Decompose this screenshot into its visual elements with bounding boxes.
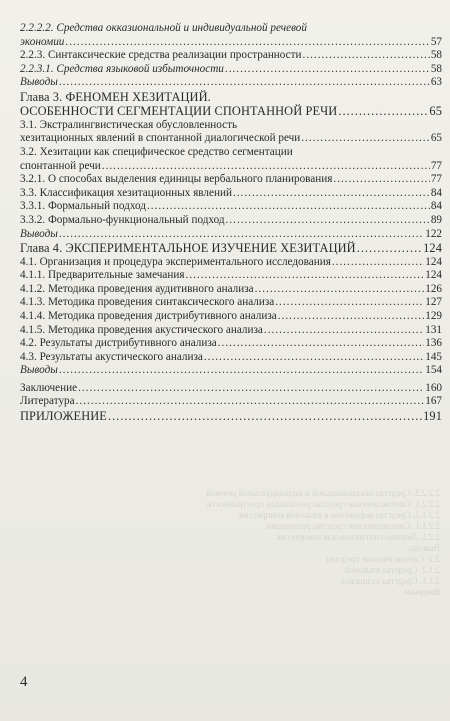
dot-leader — [218, 337, 424, 351]
toc-entry-title: Выводы — [20, 76, 58, 89]
toc-entry-title: 4.1.2. Методика проведения аудитивного анализа — [20, 282, 254, 295]
toc-entry-page: 89 — [430, 213, 442, 226]
dot-leader — [102, 160, 430, 174]
toc-entry-title: 4.1. Организация и процедура экспериментального исследования — [20, 255, 331, 268]
toc-entry-page: 122 — [425, 227, 442, 240]
toc-entry-title: Литература — [20, 395, 75, 408]
toc-entry[interactable] — [20, 351, 442, 365]
toc-entry[interactable] — [20, 395, 442, 409]
toc-entry[interactable] — [20, 409, 442, 423]
toc-entry-page: 57 — [430, 35, 442, 48]
dot-leader — [275, 296, 424, 310]
toc-entry-page: 129 — [425, 309, 442, 322]
toc-entry-page: 65 — [430, 132, 442, 145]
dot-leader — [303, 49, 430, 63]
dot-leader — [301, 132, 430, 146]
toc-entry[interactable] — [20, 324, 442, 338]
toc-entry-page: 65 — [429, 104, 442, 119]
toc-entry-page: 77 — [430, 173, 442, 186]
toc-entry[interactable] — [20, 214, 442, 228]
toc-entry-title: 4.2. Результаты дистрибутивного анализа — [20, 337, 217, 350]
toc-entry-title: 4.3. Результаты акустического анализа — [20, 350, 203, 363]
dot-leader — [278, 310, 424, 324]
toc-entry-title: 3.3.2. Формально-функциональный подход — [20, 213, 225, 226]
toc-entry-title: экономии — [20, 35, 65, 48]
toc-entry[interactable] — [20, 187, 442, 201]
toc-entry[interactable] — [20, 119, 442, 146]
toc-entry-title: 2.2.3. Синтаксические средства реализации пространности — [20, 49, 302, 62]
toc-entry-title: 4.1.1. Предварительные замечания — [20, 269, 185, 282]
dot-leader — [226, 214, 430, 228]
page-number: 4 — [20, 674, 28, 690]
toc-entry[interactable] — [20, 283, 442, 297]
toc-entry-page: 154 — [425, 364, 442, 377]
toc-entry[interactable] — [20, 173, 442, 187]
toc-entry[interactable] — [20, 90, 442, 119]
toc-entry-title-line1: Глава 3. ФЕНОМЕН ХЕЗИТАЦИЙ. — [20, 89, 211, 104]
toc-entry[interactable] — [20, 256, 442, 270]
dot-leader — [59, 228, 424, 242]
toc-entry-title: 3.3. Классификация хезитационных явлений — [20, 186, 232, 199]
toc-entry-title-line1: 3.2. Хезитации как специфическое средство сегментации — [20, 145, 293, 158]
dot-leader — [59, 76, 430, 90]
toc-entry[interactable] — [20, 269, 442, 283]
toc-entry[interactable] — [20, 63, 442, 77]
toc-entry-title: хезитационных явлений в спонтанной диалогической речи — [20, 132, 301, 145]
toc-entry-title: 4.1.5. Методика проведения акустического анализа — [20, 323, 263, 336]
toc-entry[interactable] — [20, 76, 442, 90]
toc-entry-page: 58 — [430, 62, 442, 75]
toc-entry-title-line1: 3.1. Экстралингвистическая обусловленность — [20, 118, 238, 131]
toc-entry-title: 3.3.1. Формальный подход — [20, 200, 146, 213]
dot-leader — [59, 364, 424, 378]
toc-entry[interactable] — [20, 382, 442, 396]
toc-entry[interactable] — [20, 228, 442, 242]
toc-entry-title: Выводы — [20, 227, 58, 240]
toc-entry-page: 127 — [425, 296, 442, 309]
toc-entry[interactable] — [20, 200, 442, 214]
toc-entry-page: 145 — [425, 350, 442, 363]
toc-entry[interactable] — [20, 49, 442, 63]
table-of-contents — [20, 22, 442, 423]
toc-entry-page: 84 — [430, 186, 442, 199]
toc-entry-page: 126 — [425, 282, 442, 295]
dot-leader — [357, 241, 422, 255]
toc-entry[interactable] — [20, 337, 442, 351]
dot-leader — [65, 36, 429, 50]
dot-leader — [225, 63, 430, 77]
dot-leader — [76, 395, 425, 409]
dot-leader — [264, 324, 424, 338]
toc-entry-title: ПРИЛОЖЕНИЕ — [20, 409, 107, 424]
dot-leader — [255, 283, 425, 297]
toc-entry-title: ОСОБЕННОСТИ СЕГМЕНТАЦИИ СПОНТАННОЙ РЕЧИ — [20, 104, 338, 119]
toc-entry-page: 77 — [430, 159, 442, 172]
toc-entry-page: 160 — [425, 381, 442, 394]
toc-entry-page: 136 — [425, 337, 442, 350]
toc-entry-title: 4.1.3. Методика проведения синтаксического анализа — [20, 296, 275, 309]
toc-entry[interactable] — [20, 310, 442, 324]
dot-leader — [204, 351, 424, 365]
toc-entry-title: 2.2.3.1. Средства языковой избыточности — [20, 62, 224, 75]
toc-entry-title: Выводы — [20, 364, 58, 377]
dot-leader — [78, 382, 424, 396]
toc-entry[interactable] — [20, 364, 442, 378]
dot-leader — [233, 187, 430, 201]
toc-entry-page: 191 — [423, 409, 442, 424]
dot-leader — [332, 256, 424, 270]
toc-entry-page: 167 — [425, 395, 442, 408]
show-through-text: 2.2.2.2. Средства окказиональной и индивидуальной речевой 2.2.2.1. Синтаксические средства реализации пространности 2.2.1.2. Средства выражения в языковой компрессии 2.2.1.1. Синтаксические средства реализации 2.2.1. Лексико-синтаксическая компрессия Выводы 2.2. Синтаксические средства 2.1.2. Средства языковой 2.1.1. Средства эллипсиса Введение — [206, 488, 440, 597]
dot-leader — [108, 409, 422, 423]
toc-entry-page: 84 — [430, 200, 442, 213]
toc-entry-page: 131 — [425, 323, 442, 336]
toc-entry-page: 63 — [430, 76, 442, 89]
toc-entry-title: спонтанной речи — [20, 159, 101, 172]
toc-entry-page: 124 — [425, 269, 442, 282]
toc-entry[interactable] — [20, 296, 442, 310]
toc-entry-title: Глава 4. ЭКСПЕРИМЕНТАЛЬНОЕ ИЗУЧЕНИЕ ХЕЗИТАЦИЙ — [20, 241, 356, 256]
toc-entry[interactable] — [20, 22, 442, 49]
dot-leader — [338, 104, 428, 118]
toc-entry-title-line1: 2.2.2.2. Средства окказиональной и индивидуальной речевой — [20, 22, 307, 34]
toc-entry-title: 3.2.1. О способах выделения единицы вербального планирования — [20, 173, 333, 186]
dot-leader — [333, 173, 429, 187]
toc-entry[interactable] — [20, 146, 442, 173]
toc-entry-title: Заключение — [20, 381, 78, 394]
toc-entry[interactable] — [20, 241, 442, 255]
toc-entry-title: 4.1.4. Методика проведения дистрибутивного анализа — [20, 309, 277, 322]
toc-entry-page: 124 — [423, 241, 442, 256]
dot-leader — [186, 269, 425, 283]
toc-entry-page: 124 — [425, 255, 442, 268]
dot-leader — [147, 200, 430, 214]
toc-entry-page: 58 — [430, 49, 442, 62]
